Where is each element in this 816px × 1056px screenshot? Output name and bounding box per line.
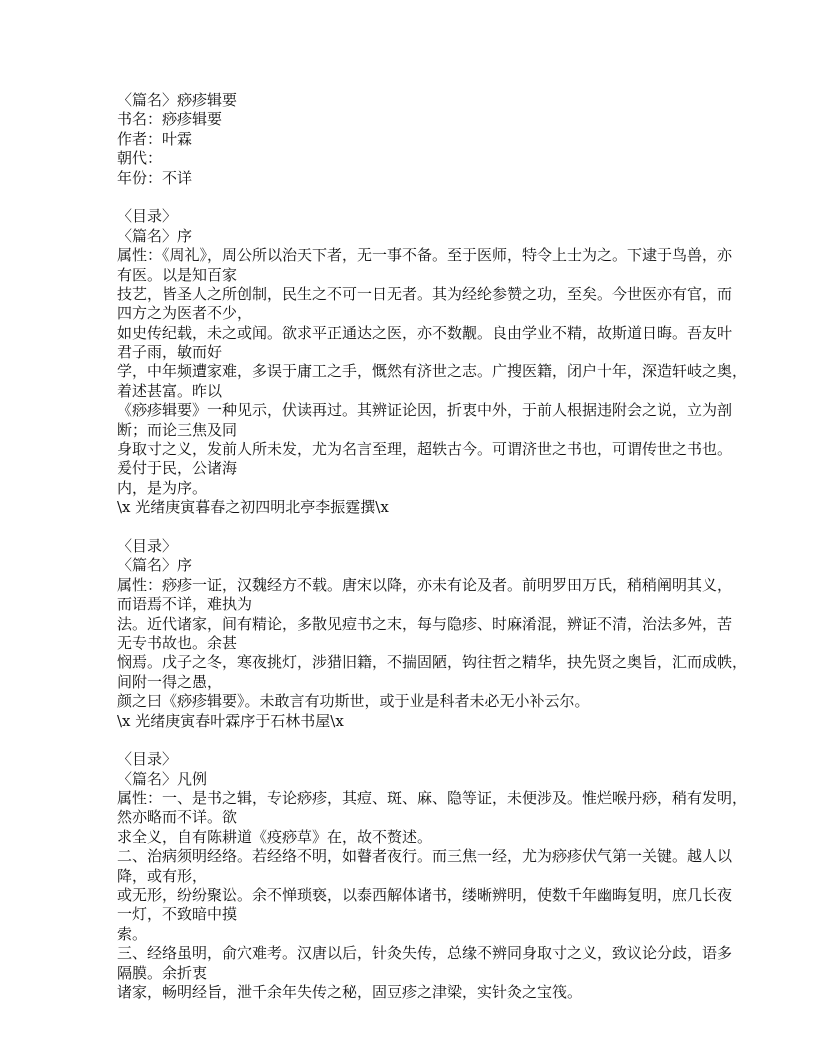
text-line: 一灯，不致暗中摸: [117, 905, 238, 924]
text-line: \x 光绪庚寅暮春之初四明北亭李振霆撰\x: [117, 498, 389, 517]
text-line: 〈篇名〉凡例: [117, 769, 208, 788]
text-line: 二、治病须明经络。若经络不明，如瞽者夜行。而三焦一经，尤为痧疹伏气第一关键。越人以: [117, 847, 733, 866]
text-line: 而语焉不详，难执为: [117, 595, 253, 614]
text-line: 然亦略而不详。欲: [117, 808, 238, 827]
text-line: 三、经络虽明，俞穴难考。汉唐以后，针灸失传，总缘不辨同身取寸之义，致议论分歧，语多: [117, 944, 733, 963]
text-line: 〈目录〉: [117, 207, 178, 226]
text-line: 降，或有形，: [117, 866, 208, 885]
text-line: 有医。以是知百家: [117, 265, 238, 284]
text-line: 学，中年频遭家难，多误于庸工之手，慨然有济世之志。广搜医籍，闭户十年，深造轩岐之奥，: [117, 362, 748, 381]
text-line: 技艺，皆圣人之所创制，民生之不可一日无者。其为经纶参赞之功，至矣。今世医亦有官，而: [117, 284, 733, 303]
text-line: 君子雨，敏而好: [117, 343, 223, 362]
text-line: 〈篇名〉序: [117, 556, 193, 575]
text-line: 身取寸之义，发前人所未发，尤为名言至理，超轶古今。可谓济世之书也，可谓传世之书也。: [117, 440, 733, 459]
blank-line: [117, 731, 727, 750]
text-line: 《痧疹辑要》一种见示，伏读再过。其辨证论因，折衷中外，于前人根据违附会之说，立为剖: [117, 401, 733, 420]
text-line: 索。: [117, 924, 148, 943]
text-line: 断；而论三焦及同: [117, 420, 238, 439]
text-line: \x 光绪庚寅春叶霖序于石林书屋\x: [117, 711, 344, 730]
text-line: 悯焉。戊子之冬，寒夜挑灯，涉猎旧籍，不揣固陋，钩往哲之精华，抉先贤之奥旨，汇而成帙，: [117, 653, 748, 672]
text-line: 属性：《周礼》，周公所以治天下者，无一事不备。至于医师，特令上士为之。下逮于鸟兽，亦: [117, 246, 733, 265]
text-line: 爰付于民，公诸海: [117, 459, 238, 478]
text-line: 求全义，自有陈耕道《疫痧草》在，故不赘述。: [117, 827, 433, 846]
blank-line: [117, 188, 727, 207]
text-line: 内，是为序。: [117, 478, 208, 497]
text-line: 四方之为医者不少，: [117, 304, 253, 323]
text-line: 〈篇名〉序: [117, 226, 193, 245]
text-line: 诸家，畅明经旨，泄千余年失传之秘，固豆疹之津梁，实针灸之宝筏。: [117, 982, 583, 1001]
text-line: 无专书故也。余甚: [117, 633, 238, 652]
text-line: 朝代：: [117, 149, 163, 168]
text-line: 属性：一、是书之辑，专论痧疹，其痘、斑、麻、隐等证，未便涉及。惟烂喉丹痧，稍有发明，: [117, 789, 748, 808]
text-line: 隔膜。余折衷: [117, 963, 208, 982]
document-body: [117, 91, 748, 1002]
text-line: 或无形，纷纷聚讼。余不惮琐亵，以泰西解体诸书，缕晰辨明，使数千年幽晦复明，庶几长夜: [117, 886, 733, 905]
text-line: 〈目录〉: [117, 536, 178, 555]
text-line: 作者：叶霖: [117, 129, 193, 148]
text-line: 着述甚富。昨以: [117, 381, 223, 400]
text-line: 如史传纪载，未之或闻。欲求平正通达之医，亦不数觏。良由学业不精，故斯道日晦。吾友叶: [117, 323, 733, 342]
text-line: 法。近代诸家，间有精论，多散见痘书之末，每与隐疹、时麻淆混，辨证不清，治法多舛，苦: [117, 614, 733, 633]
text-line: 书名：痧疹辑要: [117, 110, 223, 129]
text-line: 〈目录〉: [117, 750, 178, 769]
text-line: 间附一得之愚，: [117, 672, 223, 691]
text-line: 〈篇名〉痧疹辑要: [117, 91, 238, 109]
text-line: 年份：不详: [117, 168, 193, 187]
text-line: 属性：痧疹一证，汉魏经方不载。唐宋以降，亦未有论及者。前明罗田万氏，稍稍阐明其义，: [117, 575, 733, 594]
text-line: 颜之曰《痧疹辑要》。未敢言有功斯世，或于业是科者未必无小补云尔。: [117, 692, 590, 711]
blank-line: [117, 518, 727, 537]
